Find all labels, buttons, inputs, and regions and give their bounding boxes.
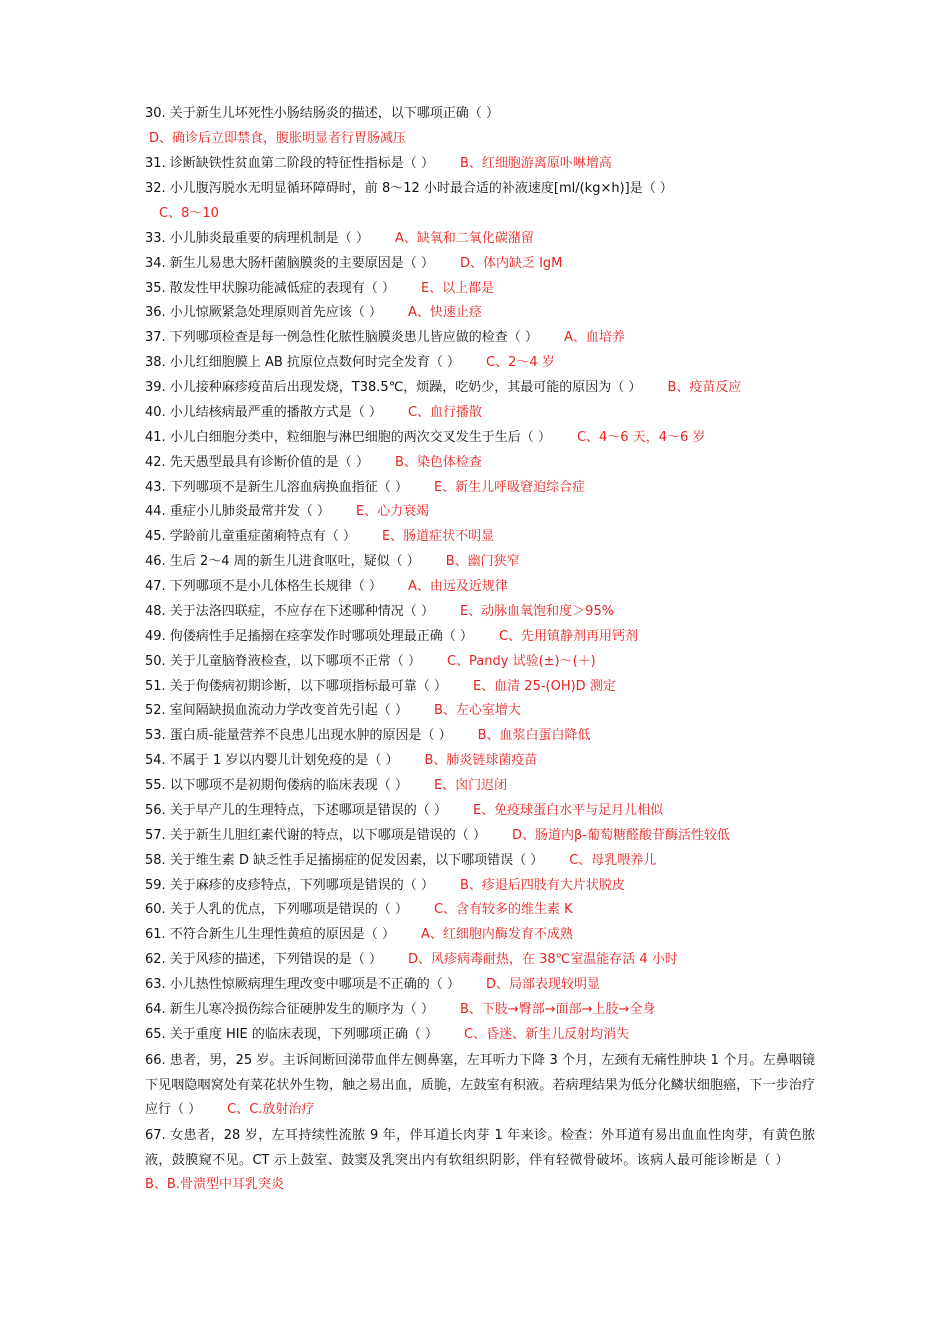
question-45: 45. 学龄前儿童重症菌痢特点有（ ） E、肠道症状不明显: [145, 529, 495, 544]
question-40: 40. 小儿结核病最严重的播散方式是（ ） C、血行播散: [145, 405, 483, 420]
question-57: 57. 关于新生儿胆红素代谢的特点，以下哪项是错误的（ ） D、肠道内β-葡萄糖醛酸苷酶活性较低: [145, 828, 730, 843]
question-36: 36. 小儿惊厥紧急处理原则首先应该（ ） A、快速止痉: [145, 305, 482, 320]
question-47: 47. 下列哪项不是小儿体格生长规律（ ） A、由远及近规律: [145, 579, 508, 594]
question-63: 63. 小儿热性惊厥病理生理改变中哪项是不正确的（ ） D、局部表现较明显: [145, 977, 600, 992]
question-59: 59. 关于麻疹的皮疹特点，下列哪项是错误的（ ） B、疹退后四肢有大片状脱皮: [145, 878, 625, 893]
question-38: 38. 小儿红细胞膜上 AB 抗原位点数何时完全发育（ ） C、2～4 岁: [145, 355, 555, 370]
question-65: 65. 关于重度 HIE 的临床表现，下列哪项正确（ ） C、昏迷、新生儿反射均消失: [145, 1027, 630, 1042]
question-66: 66. 患者，男，25 岁。主诉间断回涕带血伴左侧鼻塞，左耳听力下降 3 个月，左颈有无痛性肿块 1 个月。左鼻咽镜下见咽隐咽窝处有菜花状外生物，触之易出血，质脆，左鼓室有积液。若病理结果为低分化鳞状细胞癌，下一步治疗应行（ ） C、C.放射治疗: [145, 1053, 815, 1118]
answer-30: D、确诊后立即禁食，腹胀明显者行胃肠减压: [149, 131, 407, 146]
question-51: 51. 关于佝偻病初期诊断，以下哪项指标最可靠（ ） E、血清 25-(OH)D 测定: [145, 679, 616, 694]
question-43: 43. 下列哪项不是新生儿溶血病换血指征（ ） E、新生儿呼吸窘迫综合症: [145, 480, 586, 495]
question-54: 54. 不属于 1 岁以内婴儿计划免疫的是（ ） B、肺炎链球菌疫苗: [145, 753, 538, 768]
question-32: 32. 小儿腹泻脱水无明显循环障碍时，前 8～12 小时最合适的补液速度[ml/(kg×h)]是（ ）: [145, 181, 673, 196]
question-53: 53. 蛋白质-能量营养不良患儿出现水肿的原因是（ ） B、血浆白蛋白降低: [145, 728, 591, 743]
question-44: 44. 重症小儿肺炎最常并发（ ） E、心力衰竭: [145, 504, 430, 519]
question-39: 39. 小儿接种麻疹疫苗后出现发烧，T38.5℃，烦躁，吃奶少，其最可能的原因为（ ） B、疫苗反应: [145, 380, 742, 395]
question-58: 58. 关于维生素 D 缺乏性手足搐搦症的促发因素，以下哪项错误（ ） C、母乳喂养儿: [145, 853, 657, 868]
question-50: 50. 关于儿童脑脊液检查，以下哪项不正常（ ） C、Pandy 试验(±)～(＋): [145, 654, 596, 669]
question-60: 60. 关于人乳的优点，下列哪项是错误的（ ） C、含有较多的维生素 K: [145, 902, 573, 917]
question-55: 55. 以下哪项不是初期佝偻病的临床表现（ ） E、囟门迟闭: [145, 778, 508, 793]
question-64: 64. 新生儿寒冷损伤综合征硬肿发生的顺序为（ ） B、下肢→臀部→面部→上肢→全身: [145, 1002, 656, 1017]
answer-32: C、8～10: [159, 206, 219, 221]
question-42: 42. 先天愚型最具有诊断价值的是（ ） B、染色体检查: [145, 455, 482, 470]
question-52: 52. 室间隔缺损血流动力学改变首先引起（ ） B、左心室增大: [145, 703, 521, 718]
question-46: 46. 生后 2～4 周的新生儿进食呕吐，疑似（ ） B、幽门狭窄: [145, 554, 520, 569]
question-67: 67. 女患者，28 岁，左耳持续性流脓 9 年，伴耳道长肉芽 1 年来诊。检查：外耳道有易出血血性肉芽，有黄色脓液，鼓膜窥不见。CT 示上鼓室、鼓窦及乳突出内有软组织阴影，伴有轻微骨破坏。该病人最可能诊断是（ ）B、B.骨溃型中耳乳突炎: [145, 1128, 815, 1193]
question-33: 33. 小儿肺炎最重要的病理机制是（ ） A、缺氧和二氧化碳潴留: [145, 231, 534, 246]
question-37: 37. 下列哪项检查是每一例急性化脓性脑膜炎患儿皆应做的检查（ ） A、血培养: [145, 330, 625, 345]
question-56: 56. 关于早产儿的生理特点，下述哪项是错误的（ ） E、免疫球蛋白水平与足月儿相似: [145, 803, 664, 818]
question-41: 41. 小儿白细胞分类中，粒细胞与淋巴细胞的两次交叉发生于生后（ ） C、4～6 天，4～6 岁: [145, 430, 706, 445]
question-49: 49. 佝偻病性手足搐搦在痉挛发作时哪项处理最正确（ ） C、先用镇静剂再用钙剂: [145, 629, 639, 644]
question-48: 48. 关于法洛四联症，不应存在下述哪种情况（ ） E、动脉血氧饱和度＞95%: [145, 604, 615, 619]
question-30: 30. 关于新生儿坏死性小肠结肠炎的描述，以下哪项正确（ ）: [145, 106, 499, 121]
question-31: 31. 诊断缺铁性贫血第二阶段的特征性指标是（ ） B、红细胞游离原卟啉增高: [145, 156, 612, 171]
question-34: 34. 新生儿易患大肠杆菌脑膜炎的主要原因是（ ） D、体内缺乏 IgM: [145, 256, 563, 271]
question-35: 35. 散发性甲状腺功能减低症的表现有（ ） E、以上都是: [145, 281, 495, 296]
question-62: 62. 关于风疹的描述，下列错误的是（ ） D、风疹病毒耐热，在 38℃室温能存活 4 小时: [145, 952, 678, 967]
question-61: 61. 不符合新生儿生理性黄疸的原因是（ ） A、红细胞内酶发育不成熟: [145, 927, 573, 942]
